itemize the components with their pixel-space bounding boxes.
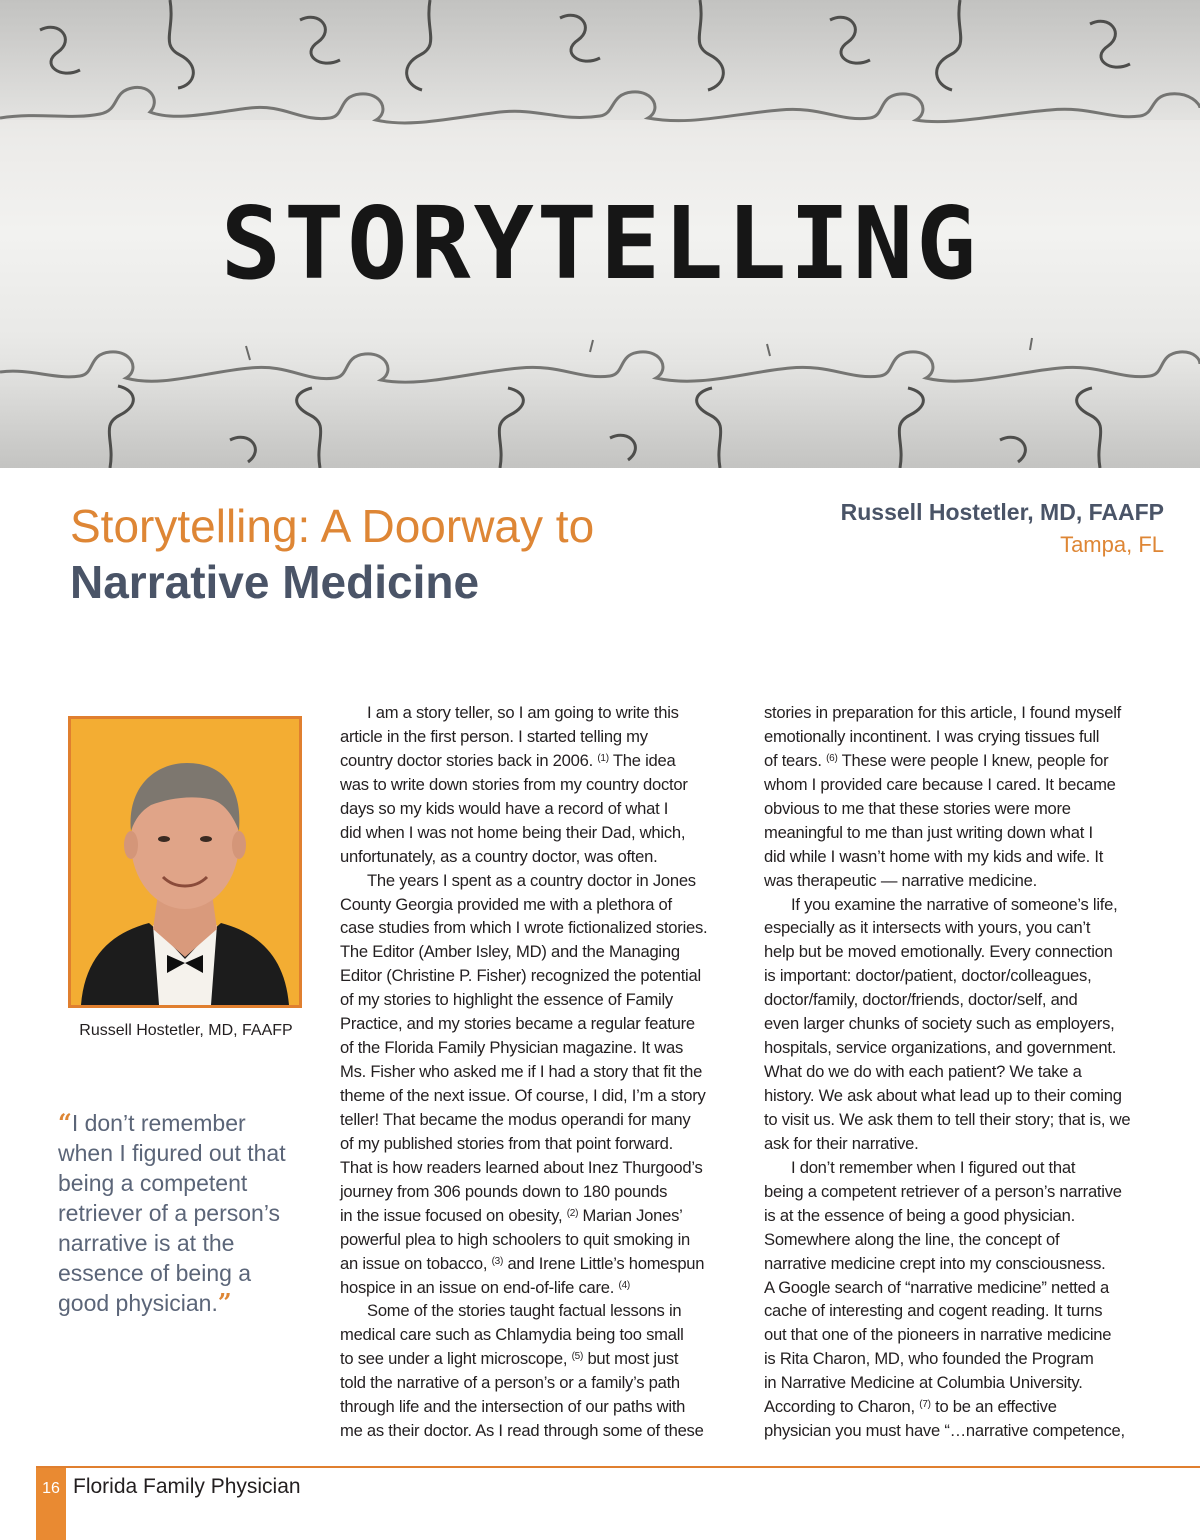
page-number: 16 — [42, 1480, 60, 1497]
body-text-line: narrative medicine crept into my consciousness. — [764, 1253, 1106, 1273]
publication-name: Florida Family Physician — [73, 1475, 301, 1498]
author-name: Russell Hostetler, MD, FAAFP — [840, 499, 1164, 525]
body-text-line: help but be moved emotionally. Every connection — [764, 942, 1113, 962]
body-text-line: case studies from which I wrote fictionalized stories. — [340, 918, 708, 938]
body-text-line: told the narrative of a person’s or a family’s path — [340, 1373, 680, 1393]
close-quote-mark: ” — [217, 1288, 232, 1317]
body-text-line: I don’t remember when I figured out that — [791, 1157, 1076, 1177]
body-text-line: through life and the intersection of our paths with — [340, 1397, 686, 1417]
body-text-line: The Editor (Amber Isley, MD) and the Managing — [340, 942, 680, 962]
body-text-line: in Narrative Medicine at Columbia University. — [764, 1373, 1083, 1393]
reference-superscript: (6) — [826, 752, 838, 764]
body-text-line: Somewhere along the line, the concept of — [764, 1229, 1060, 1249]
body-text-line: to visit us. We ask them to tell their story; that is, we — [764, 1109, 1131, 1129]
body-text-line: of the Florida Family Physician magazine. It was — [340, 1038, 684, 1058]
body-text-line: even larger chunks of society such as employers, — [764, 1014, 1115, 1034]
body-text-line: emotionally incontinent. I was crying tissues full — [764, 726, 1100, 746]
article-title-line1: Storytelling: A Doorway to — [70, 500, 595, 552]
body-text-line: did when I was not home being their Dad, which, — [340, 822, 686, 842]
hero-title-word: STORYTELLING — [220, 185, 980, 302]
pull-quote-line: essence of being a — [58, 1260, 252, 1286]
photo-caption: Russell Hostetler, MD, FAAFP — [79, 1022, 293, 1039]
body-text-line: of tears. $^{(6)}$ These were people I knew, people for — [764, 750, 1109, 770]
body-text-line: out that one of the pioneers in narrative medicine — [764, 1325, 1112, 1345]
portrait-illustration — [71, 719, 299, 1005]
body-text-line: The years I spent as a country doctor in Jones — [367, 870, 696, 890]
reference-superscript: (3) — [491, 1255, 504, 1267]
body-text-line: an issue on tobacco, $^{(3)}$ and Irene Little’s homespun — [340, 1253, 705, 1273]
body-text-line: obvious to me that these stories were more — [764, 798, 1071, 818]
body-text-line: teller! That became the modus operandi for many — [340, 1109, 691, 1129]
body-column-2 — [764, 701, 1174, 1443]
reference-superscript: (4) — [618, 1279, 630, 1291]
body-text-line: Ms. Fisher who asked me if I had a story that fit the — [340, 1062, 703, 1082]
body-text-line: did while I wasn’t home with my kids and wife. It — [764, 846, 1104, 866]
body-text-line: is at the essence of being a good physician. — [764, 1205, 1075, 1225]
footer-rule — [36, 1466, 1200, 1468]
body-text-line: especially as it intersects with yours, you can’t — [764, 918, 1091, 938]
body-text-line: was to write down stories from my country doctor — [340, 774, 688, 794]
body-text-line: Editor (Christine P. Fisher) recognized the potential — [340, 966, 701, 986]
pull-quote-line: being a competent — [58, 1170, 248, 1196]
body-text-line: journey from 306 pounds down to 180 pounds — [340, 1181, 668, 1201]
body-text-line: hospice in an issue on end-of-life care. $^{(4)}$ — [340, 1277, 630, 1297]
body-text-line: was therapeutic — narrative medicine. — [764, 870, 1037, 890]
body-text-line: physician you must have “…narrative competence, — [764, 1421, 1125, 1441]
body-text-line: ask for their narrative. — [764, 1133, 919, 1153]
body-text-line: country doctor stories back in 2006. $^{(1)}$ The idea — [340, 750, 676, 770]
body-text-line: That is how readers learned about Inez Thurgood’s — [340, 1157, 703, 1177]
reference-superscript: (5) — [571, 1351, 584, 1363]
pull-quote — [58, 1108, 328, 1318]
body-text-line: stories in preparation for this article, I found myself — [764, 703, 1122, 722]
author-photo — [68, 716, 302, 1008]
body-text-line: doctor/family, doctor/friends, doctor/self, and — [764, 990, 1078, 1010]
body-text-line: I am a story teller, so I am going to write this — [367, 703, 679, 722]
hero-banner — [0, 0, 1200, 468]
body-text-line: Practice, and my stories became a regular feature — [340, 1014, 695, 1034]
body-text-line: cache of interesting and cogent reading. It turns — [764, 1301, 1103, 1321]
body-text-line: A Google search of “narrative medicine” netted a — [764, 1277, 1109, 1297]
pull-quote-line: good physician.” — [58, 1288, 232, 1317]
body-text-line: in the issue focused on obesity, $^{(2)}$ Marian Jones’ — [340, 1205, 683, 1225]
pull-quote-line: when I figured out that — [58, 1140, 286, 1166]
body-text-line: days so my kids would have a record of what I — [340, 798, 669, 818]
body-text-line: of my stories to highlight the essence of Family — [340, 990, 673, 1010]
body-text-line: being a competent retriever of a person’s narrative — [764, 1181, 1122, 1201]
author-location: Tampa, FL — [1060, 532, 1164, 557]
body-text-line: of my published stories from that point forward. — [340, 1133, 673, 1153]
reference-superscript: (7) — [919, 1399, 931, 1411]
body-text-line: Some of the stories taught factual lessons in — [367, 1301, 682, 1321]
body-text-line: history. We ask about what lead up to their coming — [764, 1086, 1122, 1105]
body-text-line: County Georgia provided me with a plethora of — [340, 894, 672, 914]
article-title-line2: Narrative Medicine — [70, 556, 480, 608]
body-text-line: powerful plea to high schoolers to quit smoking in — [340, 1229, 691, 1249]
body-text-line: According to Charon, $^{(7)}$ to be an effective — [764, 1397, 1057, 1417]
body-text-line: hospitals, service organizations, and government. — [764, 1038, 1117, 1058]
body-text-line: whom I provided care because I cared. It became — [764, 774, 1116, 794]
body-text-line: unfortunately, as a country doctor, was often. — [340, 846, 658, 866]
pull-quote-line: “I don’t remember — [58, 1108, 246, 1137]
body-column-1 — [340, 701, 745, 1443]
body-text-line: What do we do with each patient? We take a — [764, 1062, 1082, 1082]
body-text-line: medical care such as Chlamydia being too small — [340, 1325, 684, 1345]
body-text-line: theme of the next issue. Of course, I did, I’m a story — [340, 1086, 706, 1105]
body-text-line: is important: doctor/patient, doctor/colleagues, — [764, 966, 1092, 986]
body-text-line: me as their doctor. As I read through some of these — [340, 1421, 704, 1441]
body-text-line: meaningful to me than just writing down what I — [764, 822, 1093, 842]
pull-quote-line: narrative is at the — [58, 1230, 235, 1256]
open-quote-mark: “ — [58, 1108, 72, 1137]
body-text-line: is Rita Charon, MD, who founded the Program — [764, 1349, 1094, 1369]
reference-superscript: (1) — [597, 752, 609, 764]
reference-superscript: (2) — [566, 1207, 579, 1219]
body-text-line: If you examine the narrative of someone’s life, — [791, 894, 1118, 914]
body-text-line: to see under a light microscope, $^{(5)}$ but most just — [340, 1349, 679, 1369]
body-text-line: article in the first person. I started telling my — [340, 726, 648, 746]
pull-quote-line: retriever of a person’s — [58, 1200, 281, 1226]
